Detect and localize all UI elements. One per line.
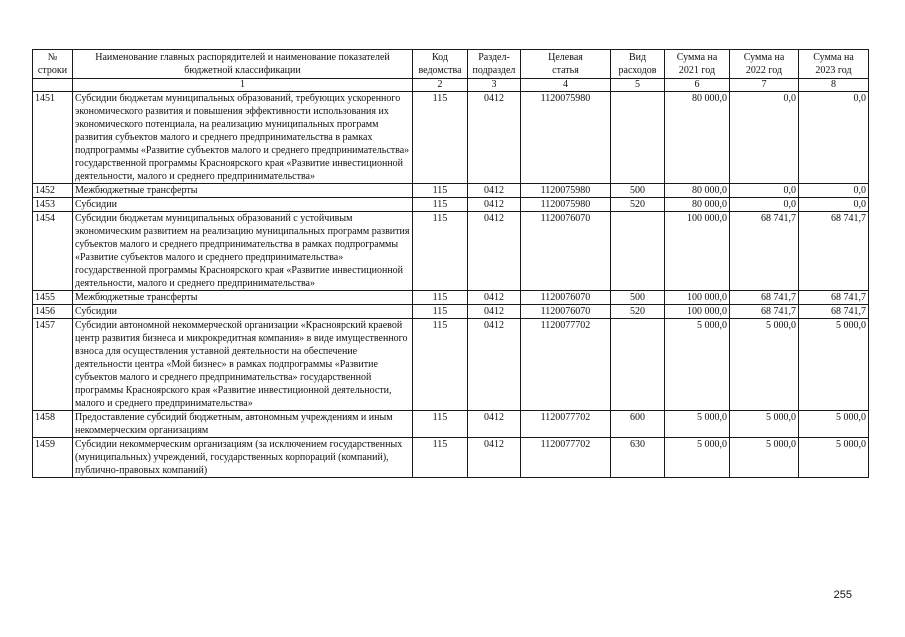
- row-number: 1457: [33, 319, 73, 411]
- row-sum-2021: 80 000,0: [665, 184, 730, 198]
- row-section: 0412: [468, 291, 521, 305]
- row-name: Межбюджетные трансферты: [73, 184, 413, 198]
- row-name: Субсидии автономной некоммерческой организации «Красноярский краевой центр развития бизнеса и микрокредитная компания» в виде имущественного взноса для осуществления уставной деятельности на обеспечение деятельности центра «Мой бизнес» в рамках подпрограммы «Развитие субъектов малого и среднего предпринимательства» государственной программы Красноярского края «Развитие инвестиционной деятельности, малого и среднего предпринимательства»: [73, 319, 413, 411]
- row-sum-2023: 68 741,7: [799, 212, 869, 291]
- row-sum-2022: 0,0: [730, 92, 799, 184]
- row-number: 1454: [33, 212, 73, 291]
- row-target-article: 1120076070: [521, 305, 611, 319]
- row-name: Субсидии: [73, 198, 413, 212]
- row-target-article: 1120076070: [521, 291, 611, 305]
- row-sum-2023: 5 000,0: [799, 319, 869, 411]
- row-sum-2023: 0,0: [799, 184, 869, 198]
- table-row: [33, 291, 869, 305]
- row-name: Субсидии бюджетам муниципальных образований, требующих ускоренного экономического развития и повышения эффективности использования их экономического потенциала, на реализацию муниципальных программ развития субъектов малого и среднего предпринимательства в рамках подпрограммы «Развитие субъектов малого и среднего предпринимательства» государственной программы Красноярского края «Развитие инвестиционной деятельности, малого и среднего предпринимательства»: [73, 92, 413, 184]
- row-name: Субсидии бюджетам муниципальных образований с устойчивым экономическим развитием на реализацию муниципальных программ развития субъектов малого и среднего предпринимательства в рамках подпрограммы «Развитие субъектов малого и среднего предпринимательства» государственной программы Красноярского края «Развитие инвестиционной деятельности, малого и среднего предпринимательства»: [73, 212, 413, 291]
- row-target-article: 1120075980: [521, 92, 611, 184]
- column-number: 2: [413, 79, 468, 92]
- column-number: 5: [611, 79, 665, 92]
- table-row: [33, 212, 869, 291]
- row-section: 0412: [468, 438, 521, 478]
- row-sum-2023: 68 741,7: [799, 305, 869, 319]
- column-number-blank: [33, 79, 73, 92]
- row-name: Субсидии: [73, 305, 413, 319]
- table-row: [33, 305, 869, 319]
- row-dept-code: 115: [413, 92, 468, 184]
- row-number: 1452: [33, 184, 73, 198]
- row-dept-code: 115: [413, 291, 468, 305]
- row-sum-2022: 0,0: [730, 198, 799, 212]
- row-number: 1459: [33, 438, 73, 478]
- row-dept-code: 115: [413, 212, 468, 291]
- page-number: 255: [833, 589, 852, 601]
- row-target-article: 1120076070: [521, 212, 611, 291]
- header-section: Раздел- подраздел: [468, 50, 521, 79]
- header-expense-kind: Вид расходов: [611, 50, 665, 79]
- row-sum-2022: 5 000,0: [730, 319, 799, 411]
- row-sum-2023: 5 000,0: [799, 411, 869, 438]
- row-sum-2022: 68 741,7: [730, 212, 799, 291]
- table-body: [33, 92, 869, 478]
- row-sum-2022: 5 000,0: [730, 438, 799, 478]
- row-number: 1456: [33, 305, 73, 319]
- header-row-number: № строки: [33, 50, 73, 79]
- header-sum-2021: Сумма на 2021 год: [665, 50, 730, 79]
- row-name: Субсидии некоммерческим организациям (за исключением государственных (муниципальных) учреждений, государственных корпораций (компаний), публично-правовых компаний): [73, 438, 413, 478]
- row-section: 0412: [468, 319, 521, 411]
- row-expense-kind: 520: [611, 305, 665, 319]
- row-sum-2021: 80 000,0: [665, 92, 730, 184]
- row-sum-2022: 5 000,0: [730, 411, 799, 438]
- table-row: [33, 184, 869, 198]
- table-row: [33, 92, 869, 184]
- row-target-article: 1120075980: [521, 184, 611, 198]
- table-row: [33, 411, 869, 438]
- row-sum-2021: 5 000,0: [665, 438, 730, 478]
- column-number: 4: [521, 79, 611, 92]
- header-dept-code: Код ведомства: [413, 50, 468, 79]
- row-expense-kind: [611, 319, 665, 411]
- row-sum-2023: 5 000,0: [799, 438, 869, 478]
- header-sum-2023: Сумма на 2023 год: [799, 50, 869, 79]
- row-target-article: 1120077702: [521, 319, 611, 411]
- row-number: 1453: [33, 198, 73, 212]
- row-section: 0412: [468, 212, 521, 291]
- column-number: 1: [73, 79, 413, 92]
- row-name: Межбюджетные трансферты: [73, 291, 413, 305]
- header-name: Наименование главных распорядителей и наименование показателей бюджетной классификации: [73, 50, 413, 79]
- column-number-row: [33, 79, 869, 92]
- column-number: 6: [665, 79, 730, 92]
- row-sum-2021: 80 000,0: [665, 198, 730, 212]
- row-sum-2021: 100 000,0: [665, 212, 730, 291]
- row-sum-2022: 0,0: [730, 184, 799, 198]
- row-sum-2022: 68 741,7: [730, 291, 799, 305]
- row-number: 1451: [33, 92, 73, 184]
- row-sum-2021: 100 000,0: [665, 305, 730, 319]
- row-sum-2021: 100 000,0: [665, 291, 730, 305]
- header-target-article: Целевая статья: [521, 50, 611, 79]
- row-dept-code: 115: [413, 184, 468, 198]
- row-dept-code: 115: [413, 198, 468, 212]
- table-row: [33, 198, 869, 212]
- row-dept-code: 115: [413, 305, 468, 319]
- row-sum-2023: 0,0: [799, 92, 869, 184]
- row-sum-2023: 0,0: [799, 198, 869, 212]
- row-section: 0412: [468, 198, 521, 212]
- column-number: 8: [799, 79, 869, 92]
- budget-table: [32, 49, 869, 478]
- row-number: 1458: [33, 411, 73, 438]
- row-sum-2021: 5 000,0: [665, 411, 730, 438]
- row-target-article: 1120075980: [521, 198, 611, 212]
- row-sum-2021: 5 000,0: [665, 319, 730, 411]
- row-expense-kind: 500: [611, 291, 665, 305]
- row-dept-code: 115: [413, 319, 468, 411]
- row-dept-code: 115: [413, 411, 468, 438]
- row-expense-kind: 600: [611, 411, 665, 438]
- row-target-article: 1120077702: [521, 438, 611, 478]
- row-expense-kind: 520: [611, 198, 665, 212]
- row-sum-2023: 68 741,7: [799, 291, 869, 305]
- table-row: [33, 319, 869, 411]
- row-section: 0412: [468, 411, 521, 438]
- row-expense-kind: 500: [611, 184, 665, 198]
- row-target-article: 1120077702: [521, 411, 611, 438]
- table-row: [33, 438, 869, 478]
- header-row: [33, 50, 869, 79]
- row-name: Предоставление субсидий бюджетным, автономным учреждениям и иным некоммерческим организациям: [73, 411, 413, 438]
- row-expense-kind: [611, 212, 665, 291]
- row-sum-2022: 68 741,7: [730, 305, 799, 319]
- row-expense-kind: 630: [611, 438, 665, 478]
- column-number: 3: [468, 79, 521, 92]
- table-header: [33, 50, 869, 92]
- row-section: 0412: [468, 92, 521, 184]
- column-number: 7: [730, 79, 799, 92]
- header-sum-2022: Сумма на 2022 год: [730, 50, 799, 79]
- row-dept-code: 115: [413, 438, 468, 478]
- row-section: 0412: [468, 305, 521, 319]
- row-expense-kind: [611, 92, 665, 184]
- row-number: 1455: [33, 291, 73, 305]
- row-section: 0412: [468, 184, 521, 198]
